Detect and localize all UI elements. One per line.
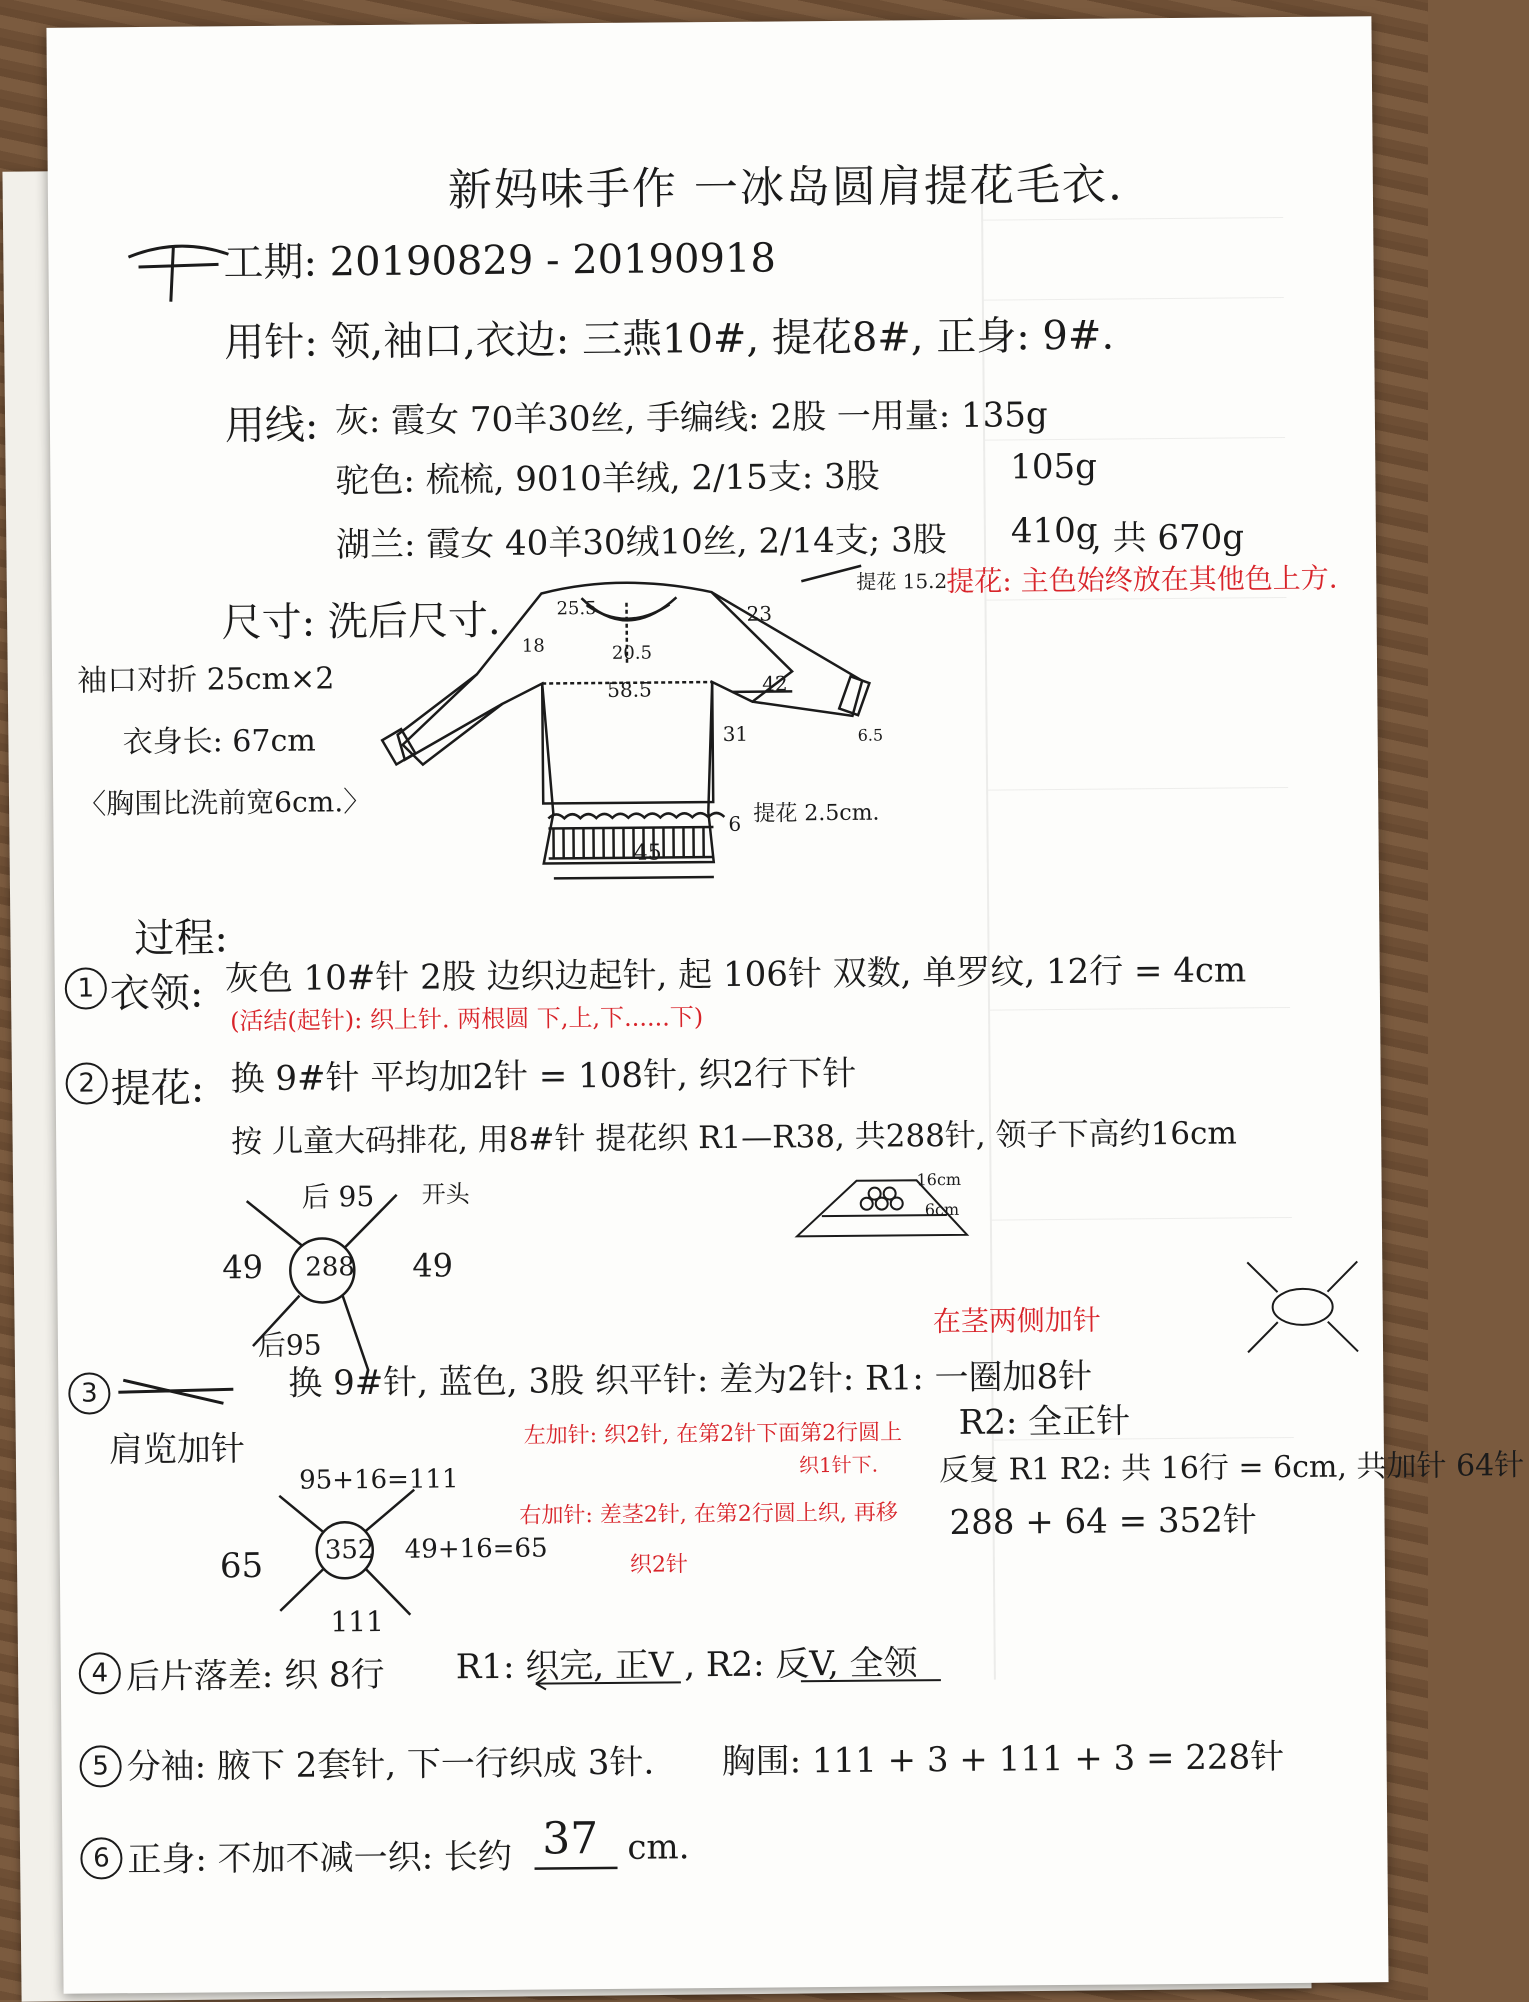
step-6-unit: cm.	[627, 1827, 690, 1868]
step-3-red-left: 左加针: 织2针, 在第2针下面第2行圆上	[523, 1420, 903, 1449]
step-3-text: 换 9#针, 蓝色, 3股 织平针: 差为2针: R1: 一圈加8针	[288, 1356, 1093, 1404]
step-1-title: 衣领:	[109, 970, 204, 1018]
step-1-text: 灰色 10#针 2股 边织边起针, 起 106针 双数, 单罗纹, 12行 = 4cm	[224, 950, 1247, 1000]
dim-armpit: 18	[521, 635, 545, 657]
step-3-text-rep: 反复 R1 R2: 共 16行 = 6cm, 共加针 64针	[938, 1447, 1525, 1489]
dim-raglan: 23	[746, 601, 773, 626]
needle-sizes: 用针: 领,袖口,衣边: 三燕10#, 提花8#, 正身: 9#.	[224, 312, 1115, 367]
step-2-text2: 按 儿童大码排花, 用8#针 提花织 R1—R38, 共288针, 领子下高约16cm	[231, 1115, 1237, 1161]
dim-sleeve: 42	[762, 671, 788, 696]
dim-cuff: 6.5	[857, 725, 884, 745]
size-cuff: 袖口对折 25cm×2	[76, 661, 335, 699]
circle1-center: 288	[305, 1252, 356, 1283]
step-1-number: 1	[65, 967, 107, 1009]
step-3-red-right: 右加针: 差茎2针, 在第2行圆上织, 再移	[519, 1500, 898, 1529]
sweater-schematic	[381, 560, 904, 885]
step-3-number: 3	[68, 1372, 110, 1414]
step-5-number: 5	[79, 1745, 121, 1787]
yarn-gray: 灰: 霞女 70羊30丝, 手编线: 2股 一用量: 135g	[334, 395, 1048, 442]
red-pattern-note: 提花: 主色始终放在其他色上方.	[946, 561, 1338, 598]
step-4-direction-arrows	[531, 1670, 951, 1694]
yarn-label: 用线:	[224, 402, 319, 450]
dim-hem: 6	[728, 811, 742, 836]
dim-chest: 58.5	[607, 677, 652, 702]
step-4-title: 后片落差: 织 8行	[125, 1654, 385, 1698]
yarn-total: , 共 670g	[1090, 517, 1245, 559]
yarn-blue-amount: 410g	[1010, 510, 1098, 552]
circle1-bottom: 后95	[257, 1328, 322, 1363]
step-5-title: 分袖: 腋下 2套针, 下一行织成 3针.	[126, 1742, 655, 1788]
circle1-left: 49	[222, 1247, 264, 1287]
step-2-text: 换 9#针 平均加2针 = 108针, 织2行下针	[230, 1053, 857, 1100]
step-3-red-left2: 织1针下.	[798, 1452, 879, 1478]
dim-hem-pattern: 提花 2.5cm.	[753, 800, 880, 827]
step-3-text-r2: R2: 全正针	[958, 1401, 1131, 1443]
dim-yoke-pattern: 提花 15.2	[856, 568, 948, 594]
circle2-center: 352	[324, 1535, 375, 1566]
process-label: 过程:	[134, 915, 229, 963]
yarn-blue: 湖兰: 霞女 40羊30绒10丝, 2/14支; 3股	[335, 519, 947, 566]
circle2-left: 65	[219, 1545, 264, 1587]
circle1-top: 后 95	[301, 1180, 375, 1214]
size-label: 尺寸: 洗后尺寸.	[221, 597, 501, 647]
step-6-value: 37	[542, 1813, 599, 1865]
step-2-number: 2	[65, 1062, 107, 1104]
step-6-number: 6	[80, 1837, 122, 1879]
work-period: 工期: 20190829 - 20190918	[223, 235, 777, 287]
mini-pattern-a: 16cm	[916, 1169, 962, 1190]
step-6-underline	[532, 1863, 622, 1874]
raglan-increase-sketch	[1227, 1246, 1378, 1367]
page-title: 新妈味手作 一冰岛圆肩提花毛衣.	[447, 159, 1125, 217]
step-3-title: 肩览加针	[108, 1429, 246, 1471]
circle2-top: 95+16=111	[299, 1464, 459, 1496]
mini-pattern-b: 6cm	[924, 1199, 960, 1220]
circle2-right: 49+16=65	[404, 1533, 548, 1565]
circle1-tag: 开头	[421, 1180, 470, 1209]
circle1-right: 49	[412, 1246, 454, 1285]
step-4-number: 4	[79, 1652, 121, 1694]
step-2-title: 提花:	[110, 1065, 205, 1113]
size-length: 衣身长: 67cm	[122, 723, 316, 761]
yarn-camel-amount: 105g	[1010, 446, 1098, 488]
yarn-camel: 驼色: 梳梳, 9010羊绒, 2/15支: 3股	[335, 456, 880, 502]
step-1-red-note: (活结(起针): 织上针. 两根圆 下,上,下......下)	[230, 1003, 704, 1036]
handwritten-pattern-sheet	[46, 16, 1525, 1993]
step-3-red-top: 在茎两侧加针	[932, 1303, 1101, 1339]
step-6-title: 正身: 不加不减一织: 长约	[127, 1836, 513, 1881]
dim-yoke-depth: 25.5	[556, 598, 597, 620]
dim-neck: 20.5	[611, 642, 653, 664]
circle2-bottom: 111	[330, 1604, 384, 1639]
step-3-total: 288 + 64 = 352针	[949, 1500, 1257, 1543]
dim-hem-width: 45	[633, 840, 662, 866]
step-3-crossed-word	[113, 1371, 243, 1412]
step-3-red-right2: 织2针	[629, 1552, 688, 1578]
step-4-text: R1: 织完, 正V , R2: 反V, 全领	[455, 1643, 918, 1688]
crossed-out-scribble	[118, 226, 239, 307]
mini-yoke-pattern	[786, 1164, 1007, 1246]
dim-body: 31	[722, 721, 749, 746]
step-5-text: 胸围: 111 + 3 + 111 + 3 = 228针	[721, 1737, 1285, 1782]
size-note: 〈胸围比洗前宽6cm.〉	[78, 785, 372, 821]
